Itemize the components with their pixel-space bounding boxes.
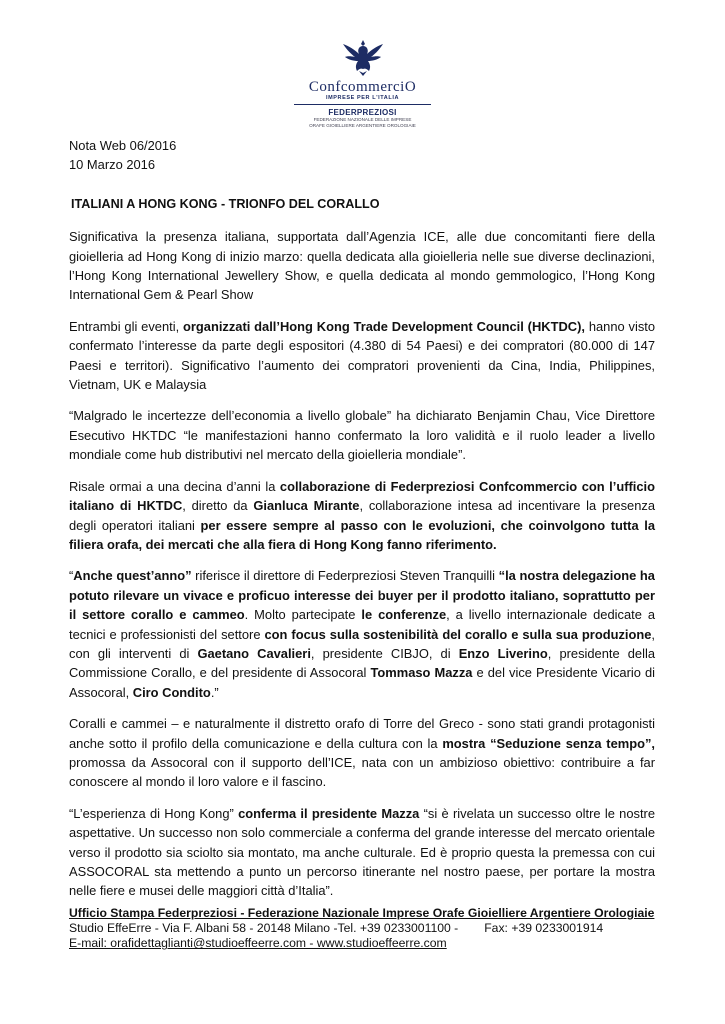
confcommercio-logo bbox=[290, 38, 435, 129]
logo-brand-tagline: IMPRESE PER L'ITALIA bbox=[325, 95, 400, 101]
logo-federation-name: FEDERPREZIOSI bbox=[328, 108, 397, 117]
article-title: ITALIANI A HONG KONG - TRIONFO DEL CORALLO bbox=[71, 196, 380, 211]
footer-contact-links[interactable]: E-mail: orafidettaglianti@studioeffeerre.com - www.studioeffeerre.com bbox=[69, 936, 447, 951]
paragraph-5: “Anche quest’anno” riferisce il direttore di Federpreziosi Steven Tranquilli “la nostra delegazione ha potuto rilevare un vivace e proficuo interesse dei buyer per il prodotto italiano, soprattutto per il settore corallo e cammeo. Molto partecipate le conferenze, a livello internazionale dedicate a tecnici e professionisti del settore con focus sulla sostenibilità del corallo e sulla sua produzione, con gli interventi di Gaetano Cavalieri, presidente CIBJO, di Enzo Liverino, presidente della Commissione Corallo, e del presidente di Assocoral Tommaso Mazza e del vice Presidente Vicario di Assocoral, Ciro Condito.” bbox=[69, 568, 655, 700]
paragraph-7: “L’esperienza di Hong Kong” conferma il presidente Mazza “si è rivelata un successo oltre le nostre aspettative. Un successo non solo commerciale a conferma del grande interesse del mercato orientale verso il prodotto sia sciolto sia montato, ma anche culturale. Ed è proprio questa la premessa con cui ASSOCORAL sta mettendo a punto un percorso itinerante nel nostro paese, per portare la mostra nelle fiere e musei delle maggiori città d’Italia”. bbox=[69, 805, 655, 899]
footer bbox=[69, 906, 669, 952]
document-body bbox=[69, 136, 655, 901]
paragraph-3: “Malgrado le incertezze dell’economia a livello globale” ha dichiarato Benjamin Chau, Vice Direttore Esecutivo HKTDC “le manifestazioni hanno confermato la loro validità e il ruolo leader a livello mondiale come hub distributivi nel mercato della gioielleria mondiale”. bbox=[69, 408, 655, 463]
logo-brand-name: ConfcommerciO bbox=[308, 79, 417, 95]
paragraph-4: Risale ormai a una decina d’anni la collaborazione di Federpreziosi Confcommercio con l’ufficio italiano di HKTDC, diretto da Gianluca Mirante, collaborazione intesa ad incentivare la presenza degli operatori italiani per essere sempre al passo con le evoluzioni, che coinvolgono tutta la filiera orafa, dei mercati che alla fiera di Hong Kong fanno riferimento. bbox=[69, 478, 656, 552]
logo-federation-desc-1: FEDERAZIONE NAZIONALE DELLE IMPRESE bbox=[313, 117, 412, 122]
footer-address bbox=[69, 921, 669, 936]
paragraph-2: Entrambi gli eventi, organizzati dall’Hong Kong Trade Development Council (HKTDC), hanno visto confermato l’interesse da parte degli espositori (4.380 di 54 Paesi) e dei compratori (80.000 di 147 Paesi e territori). Significativo l’aumento dei compratori provenienti da Cina, India, Philippines, Vietnam, UK e Malaysia bbox=[69, 318, 656, 393]
paragraph-6: Coralli e cammei – e naturalmente il distretto orafo di Torre del Greco - sono stati grandi protagonisti anche sotto il profilo della comunicazione e della cultura con la mostra “Seduzione senza tempo”, promossa da Assocoral con il supporto dell’ICE, nata con un ambizioso obiettivo: contribuire a far conoscere al mondo il loro valore e il fascino. bbox=[69, 716, 655, 790]
logo-federation-desc-2: ORAFE GIOIELLIERE ARGENTIERE OROLOGIAIE bbox=[309, 123, 416, 128]
footer-address-text: Studio EffeErre - Via F. Albani 58 - 20148 Milano -Tel. +39 0233001100 - bbox=[69, 921, 459, 936]
footer-fax: Fax: +39 0233001914 bbox=[484, 921, 604, 936]
logo-divider bbox=[294, 104, 431, 105]
note-id: Nota Web 06/2016 bbox=[69, 138, 177, 153]
eagle-emblem-icon bbox=[341, 38, 385, 78]
note-date: 10 Marzo 2016 bbox=[69, 157, 155, 173]
paragraph-1: Significativa la presenza italiana, supportata dall’Agenzia ICE, alle due concomitanti fiere della gioielleria ad Hong Kong di inizio marzo: quella dedicata alla gioielleria nelle sue diverse declinazioni, l’Hong Kong International Jewellery Show, e quella dedicata al mondo gemmologico, l’Hong Kong International Gem & Pearl Show bbox=[69, 229, 655, 303]
footer-press-office: Ufficio Stampa Federpreziosi - Federazione Nazionale Imprese Orafe Gioielliere Argentiere Orologiaie bbox=[69, 906, 655, 920]
